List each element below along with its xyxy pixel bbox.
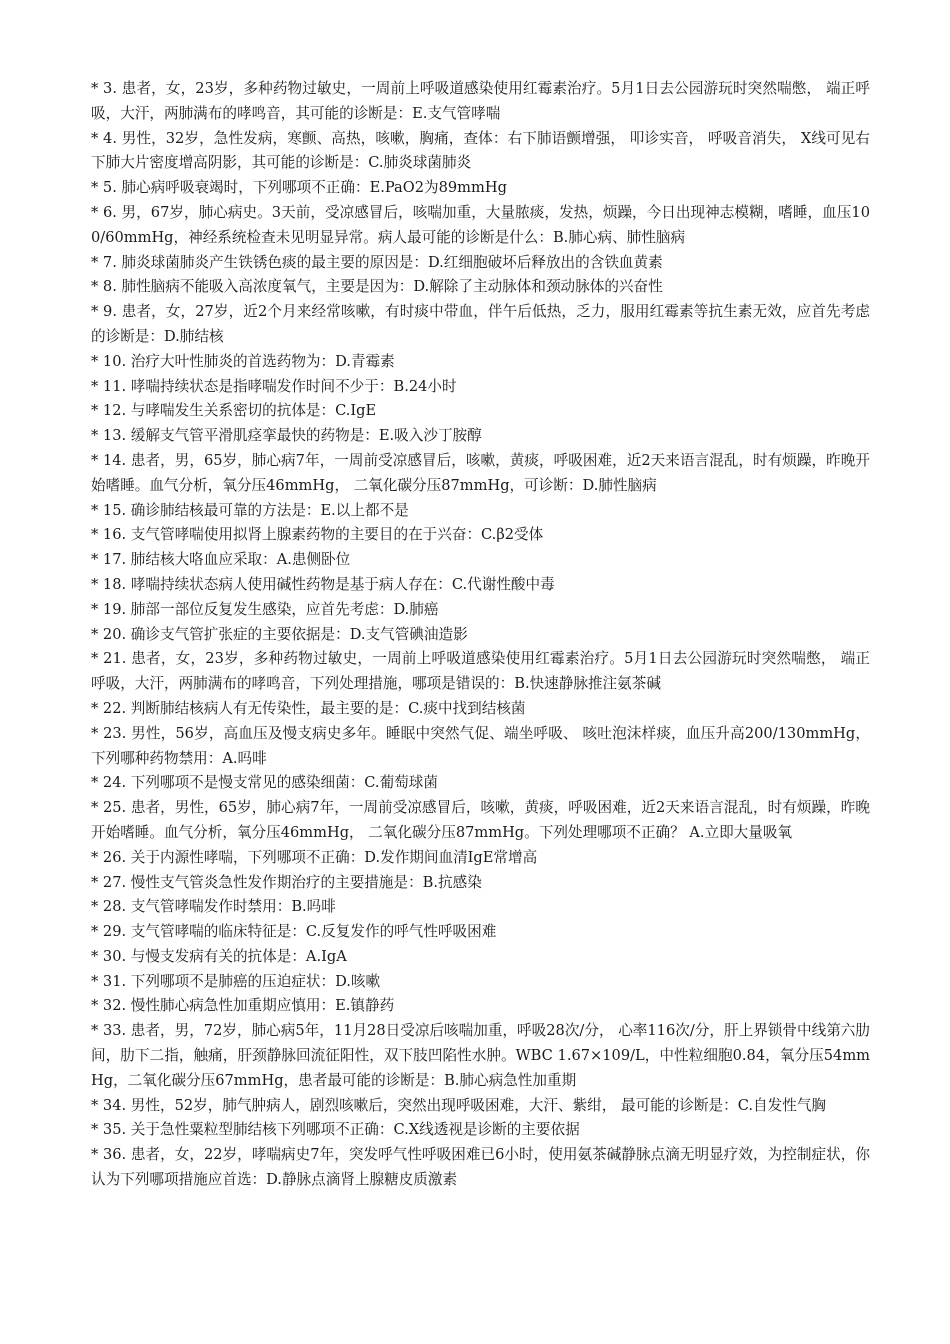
question-item: * 6. 男，67岁，肺心病史。3天前，受凉感冒后，咳喘加重，大量脓痰，发热，烦躁，今日出现神志模糊，嗜睡，血压100/60mmHg，神经系统检查未见明显异常。病人最可能的诊断是什么：B.肺心病、肺性脑病 [91, 203, 870, 246]
question-item: * 34. 男性，52岁，肺气肿病人，剧烈咳嗽后，突然出现呼吸困难，大汗、紫绀， 最可能的诊断是：C.自发性气胸 [91, 1096, 827, 1114]
question-item: * 19. 肺部一部位反复发生感染，应首先考虑：D.肺癌 [91, 600, 439, 618]
question-item: * 7. 肺炎球菌肺炎产生铁锈色痰的最主要的原因是：D.红细胞破坏后释放出的含铁血黄素 [91, 253, 663, 271]
question-item: * 14. 患者，男，65岁，肺心病7年，一周前受凉感冒后，咳嗽，黄痰，呼吸困难，近2天来语言混乱，时有烦躁，昨晚开始嗜睡。血气分析，氧分压46mmHg， 二氧化碳分压87mmHg，可诊断：D.肺性脑病 [91, 451, 870, 494]
question-item: * 35. 关于急性粟粒型肺结核下列哪项不正确：C.X线透视是诊断的主要依据 [91, 1121, 580, 1139]
question-item: * 25. 患者，男性，65岁，肺心病7年，一周前受凉感冒后，咳嗽，黄痰，呼吸困难，近2天来语言混乱，时有烦躁，昨晚开始嗜睡。血气分析，氧分压46mmHg， 二氧化碳分压87mmHg。下列处理哪项不正确？ A.立即大量吸氧 [91, 799, 870, 841]
question-item: * 24. 下列哪项不是慢支常见的感染细菌：C.葡萄球菌 [91, 774, 438, 792]
question-item: * 31. 下列哪项不是肺癌的压迫症状：D.咳嗽 [91, 972, 381, 990]
question-item: * 10. 治疗大叶性肺炎的首选药物为：D.青霉素 [91, 352, 395, 370]
question-item: * 32. 慢性肺心病急性加重期应慎用：E.镇静药 [91, 997, 395, 1015]
question-item: * 27. 慢性支气管炎急性发作期治疗的主要措施是：B.抗感染 [91, 873, 482, 891]
question-item: * 17. 肺结核大咯血应采取：A.患侧卧位 [91, 551, 351, 569]
question-item: * 15. 确诊肺结核最可靠的方法是：E.以上都不是 [91, 501, 409, 519]
question-item: * 21. 患者，女，23岁，多种药物过敏史，一周前上呼吸道感染使用红霉素治疗。5月1日去公园游玩时突然喘憋， 端正呼吸，大汗，两肺满布的哮鸣音，下列处理措施，哪项是错误的：B.快速静脉推注氨茶碱 [91, 650, 870, 693]
question-item: * 12. 与哮喘发生关系密切的抗体是：C.IgE [91, 402, 377, 420]
question-item: * 23. 男性，56岁，高血压及慢支病史多年。睡眠中突然气促、端坐呼吸、 咳吐泡沫样痰，血压升高200/130mmHg，下列哪种药物禁用：A.吗啡 [91, 724, 870, 767]
question-item: * 20. 确诊支气管扩张症的主要依据是：D.支气管碘油造影 [91, 625, 468, 643]
question-item: * 9. 患者，女，27岁，近2个月来经常咳嗽，有时痰中带血，伴午后低热，乏力，服用红霉素等抗生素无效，应首先考虑的诊断是：D.肺结核 [91, 303, 870, 345]
question-item: * 18. 哮喘持续状态病人使用碱性药物是基于病人存在：C.代谢性酸中毒 [91, 575, 555, 593]
question-item: * 26. 关于内源性哮喘，下列哪项不正确：D.发作期间血清IgE常增高 [91, 848, 538, 866]
question-item: * 28. 支气管哮喘发作时禁用：B.吗啡 [91, 898, 336, 916]
question-item: * 8. 肺性脑病不能吸入高浓度氧气，主要是因为：D.解除了主动脉体和颈动脉体的兴奋性 [91, 278, 663, 296]
question-item: * 5. 肺心病呼吸衰竭时，下列哪项不正确：E.PaO2为89mmHg [91, 179, 507, 197]
question-item: * 3. 患者，女，23岁，多种药物过敏史，一周前上呼吸道感染使用红霉素治疗。5月1日去公园游玩时突然喘憋， 端正呼吸，大汗，两肺满布的哮鸣音，其可能的诊断是：E.支气管哮喘 [91, 80, 870, 122]
question-item: * 29. 支气管哮喘的临床特征是：C.反复发作的呼气性呼吸困难 [91, 923, 497, 941]
question-item: * 13. 缓解支气管平滑肌痉挛最快的药物是：E.吸入沙丁胺醇 [91, 427, 482, 445]
question-item: * 11. 哮喘持续状态是指哮喘发作时间不少于：B.24小时 [91, 377, 457, 395]
question-item: * 33. 患者，男，72岁，肺心病5年，11月28日受凉后咳喘加重，呼吸28次/分， 心率116次/分，肝上界锁骨中线第六肋间，肋下二指，触痛，肝颈静脉回流征阳性，双下肢凹陷性水肿。WBC 1.67×109/L，中性粒细胞0.84，氧分压54mmHg，二氧化碳分压67mmHg，患者最可能的诊断是：B.肺心病急性加重期 [91, 1022, 870, 1089]
question-item: * 16. 支气管哮喘使用拟肾上腺素药物的主要目的在于兴奋：C.β2受体 [91, 526, 544, 544]
question-item: * 22. 判断肺结核病人有无传染性，最主要的是：C.痰中找到结核菌 [91, 699, 526, 717]
question-item: * 36. 患者，女，22岁，哮喘病史7年，突发呼气性呼吸困难已6小时，使用氨茶碱静脉点滴无明显疗效，为控制症状，你认为下列哪项措施应首选：D.静脉点滴肾上腺糖皮质激素 [91, 1146, 870, 1189]
question-item: * 30. 与慢支发病有关的抗体是：A.IgA [91, 947, 347, 965]
question-item: * 4. 男性，32岁，急性发病，寒颤、高热，咳嗽，胸痛，查体：右下肺语颤增强， 叩诊实音， 呼吸音消失， X线可见右下肺大片密度增高阴影，其可能的诊断是：C.肺炎球菌肺炎 [91, 129, 870, 172]
